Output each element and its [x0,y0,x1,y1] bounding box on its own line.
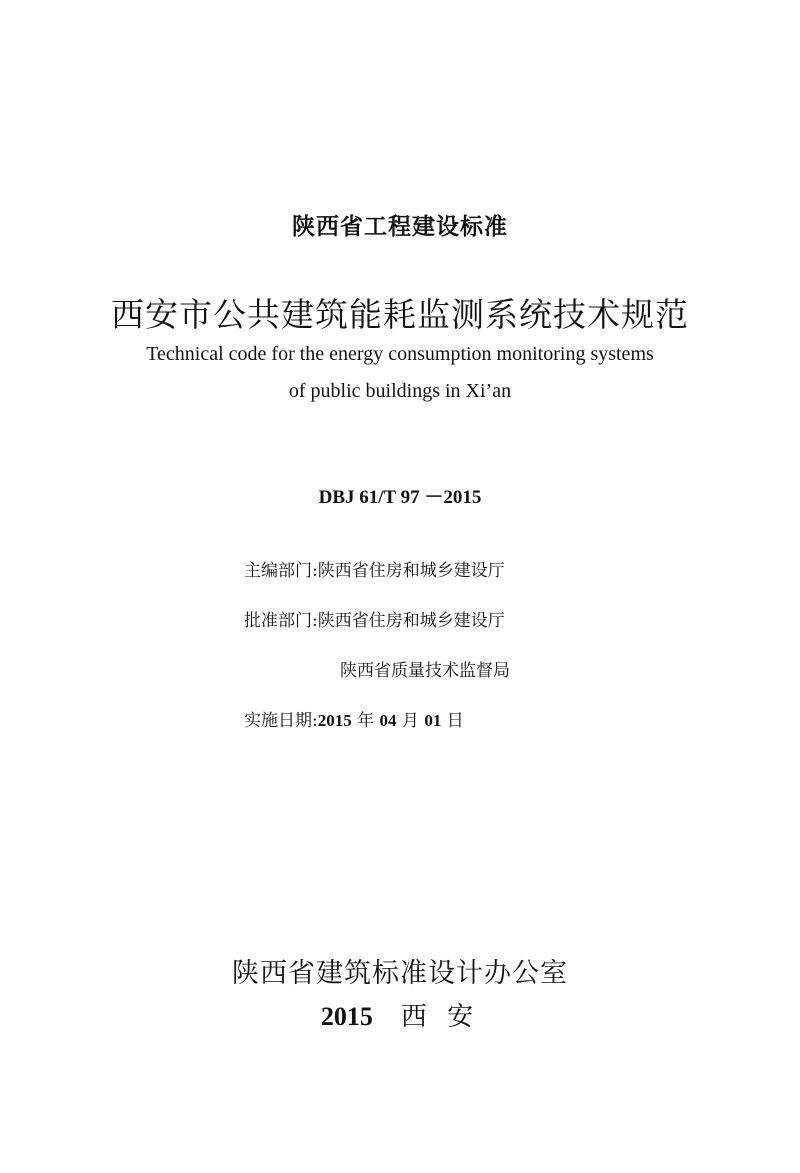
approval-department-value-2: 陕西省质量技术监督局 [340,661,510,681]
implementation-date-row [244,706,464,731]
editor-department-row [244,556,505,581]
implementation-date-year-unit: 年 [351,711,380,731]
editor-department-value: 陕西省住房和城乡建设厅 [317,561,505,581]
main-title-en-line-2: of public buildings in Xi’an [288,380,512,402]
implementation-date-year: 2015 [317,711,352,730]
implementation-date-month: 04 [379,711,397,730]
main-title-en-line-1: Technical code for the energy consumption monitoring systems [146,343,654,365]
approval-department-row-2 [340,656,510,681]
implementation-date-label: 实施日期: [244,711,318,731]
publication-city: 西 安 [400,1002,480,1032]
implementation-date-day-unit: 日 [441,711,464,731]
implementation-date-day: 01 [424,711,442,730]
approval-department-value-1: 陕西省住房和城乡建设厅 [317,611,505,631]
approval-department-label: 批准部门: [244,611,318,631]
main-title-zh: 西安市公共建筑能耗监测系统技术规范 [111,295,689,334]
publication-year: 2015 [320,1002,373,1031]
approval-department-row [244,606,505,631]
series-title: 陕西省工程建设标准 [292,214,508,240]
standard-code-number: DBJ 61/T 97 －2015 [318,487,482,508]
editor-department-label: 主编部门: [244,561,318,581]
publication-line [0,996,800,1033]
publisher-name: 陕西省建筑标准设计办公室 [232,958,568,989]
implementation-date-month-unit: 月 [396,711,425,731]
